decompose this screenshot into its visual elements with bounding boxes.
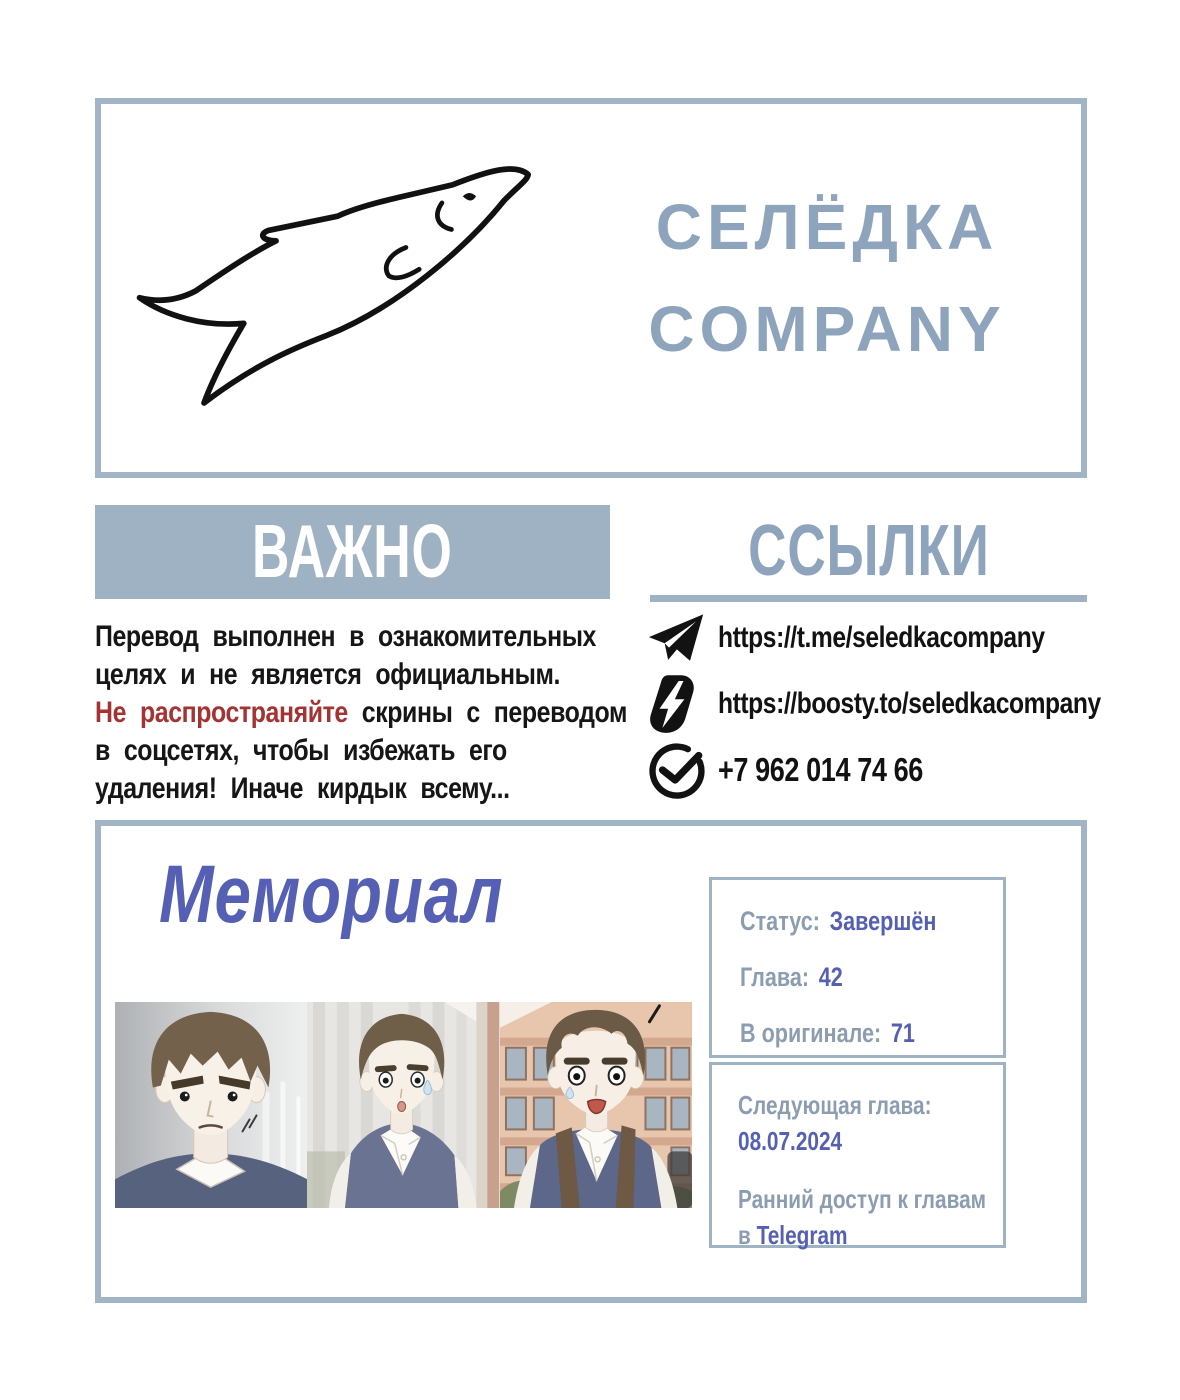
original-value: 71 xyxy=(890,1018,915,1048)
original-row xyxy=(740,1018,1003,1049)
disclaimer-line: в соцсетях, чтобы избежать его xyxy=(95,734,507,767)
logo-line-2: COMPANY xyxy=(648,293,1006,365)
boosty-icon xyxy=(648,676,710,732)
do-not-share-warning: Не распространяйте xyxy=(95,696,348,729)
logo-text xyxy=(579,176,1075,380)
original-label: В оригинале: xyxy=(740,1018,882,1048)
disclaimer-line: целях и не является официальным. xyxy=(95,658,560,691)
disclaimer-text xyxy=(95,618,627,808)
disclaimer-line: удаления! Иначе кирдык всему... xyxy=(95,772,510,805)
early-access-text: Ранний доступ к главам xyxy=(738,1184,987,1214)
telegram-url: https://t.me/seledkacompany xyxy=(718,621,1045,654)
character-panel-indoor xyxy=(307,1002,499,1208)
boosty-link-row[interactable] xyxy=(648,676,1118,732)
telegram-link-row[interactable] xyxy=(648,610,1118,666)
series-info-panel xyxy=(709,877,1006,1058)
phone-number: +7 962 014 74 66 xyxy=(718,751,923,788)
links-underline xyxy=(650,595,1087,602)
boosty-url: https://boosty.to/seledkacompany xyxy=(718,687,1101,720)
important-banner xyxy=(95,505,610,599)
chapter-label: Глава: xyxy=(740,962,810,992)
status-row xyxy=(740,906,1003,937)
character-panel-outdoor xyxy=(500,1002,692,1208)
links-header xyxy=(650,505,1087,595)
schedule-panel xyxy=(709,1062,1006,1248)
next-chapter-date: 08.07.2024 xyxy=(738,1126,843,1156)
character-panel-closeup xyxy=(115,1002,307,1208)
disclaimer-line: Перевод выполнен в ознакомительных xyxy=(95,620,596,653)
sber-phone-row[interactable] xyxy=(648,742,1118,798)
next-chapter-label: Следующая глава: xyxy=(738,1090,932,1120)
series-title: Мемориал xyxy=(159,849,504,940)
chapter-value: 42 xyxy=(818,962,843,992)
links-header-text: ССЫЛКИ xyxy=(747,509,990,591)
logo-box xyxy=(95,98,1087,478)
status-value: Завершён xyxy=(829,906,937,936)
status-label: Статус: xyxy=(740,906,820,936)
character-gallery xyxy=(115,1002,692,1208)
links-list xyxy=(648,610,1118,808)
fish-logo-icon xyxy=(113,136,568,431)
early-access-telegram: в Telegram xyxy=(738,1220,848,1250)
sber-icon xyxy=(648,742,710,798)
logo-line-1: СЕЛЁДКА xyxy=(655,191,999,263)
disclaimer-line: Не распространяйте скрины с переводом xyxy=(95,696,627,729)
series-box xyxy=(95,820,1087,1303)
telegram-icon xyxy=(648,610,710,666)
chapter-row xyxy=(740,962,1003,993)
important-header: ВАЖНО xyxy=(252,510,453,594)
